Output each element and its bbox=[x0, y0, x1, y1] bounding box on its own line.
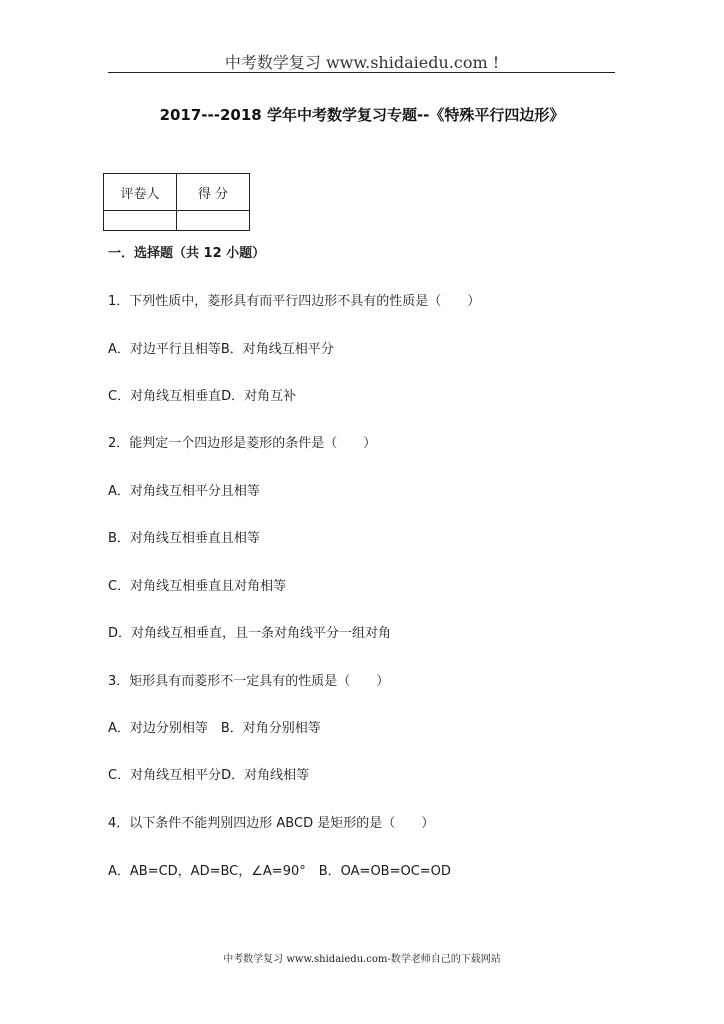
question-1-options-cd: C．对角线互相垂直D．对角互补 bbox=[108, 389, 297, 404]
document-title: 2017---2018 学年中考数学复习专题--《特殊平行四边形》 bbox=[159, 106, 565, 124]
question-4: 4．以下条件不能判别四边形 ABCD 是矩形的是（ ） bbox=[108, 816, 435, 831]
score-table-score-label: 得 分 bbox=[177, 174, 250, 211]
header-title: 中考数学复习 www.shidaiedu.com ! bbox=[224, 53, 500, 72]
question-2: 2．能判定一个四边形是菱形的条件是（ ） bbox=[108, 436, 377, 451]
score-table bbox=[103, 173, 250, 231]
question-3-options-ab: A．对边分别相等 B．对角分别相等 bbox=[108, 721, 321, 736]
question-1-options-ab: A．对边平行且相等B．对角线互相平分 bbox=[108, 342, 334, 357]
question-3: 3．矩形具有而菱形不一定具有的性质是（ ） bbox=[108, 674, 390, 689]
question-3-options-cd: C．对角线互相平分D．对角线相等 bbox=[108, 768, 310, 783]
footer-text: 中考数学复习 www.shidaiedu.com-数学老师自己的下载网站 bbox=[223, 954, 501, 965]
question-2-option-a: A．对角线互相平分且相等 bbox=[108, 484, 260, 499]
question-1: 1．下列性质中，菱形具有而平行四边形不具有的性质是（ ） bbox=[108, 294, 481, 309]
question-2-option-c: C．对角线互相垂直且对角相等 bbox=[108, 579, 287, 594]
question-2-option-b: B．对角线互相垂直且相等 bbox=[108, 531, 260, 546]
score-table-grader-label: 评卷人 bbox=[104, 174, 177, 211]
score-table-grader-cell bbox=[104, 211, 177, 231]
question-2-option-d: D．对角线互相垂直，且一条对角线平分一组对角 bbox=[108, 626, 392, 641]
question-4-options-ab: A．AB=CD，AD=BC，∠A=90° B．OA=OB=OC=OD bbox=[108, 864, 451, 879]
section-heading: 一．选择题（共 12 小题） bbox=[108, 246, 266, 261]
score-table-score-cell bbox=[177, 211, 250, 231]
header-divider bbox=[108, 72, 615, 73]
